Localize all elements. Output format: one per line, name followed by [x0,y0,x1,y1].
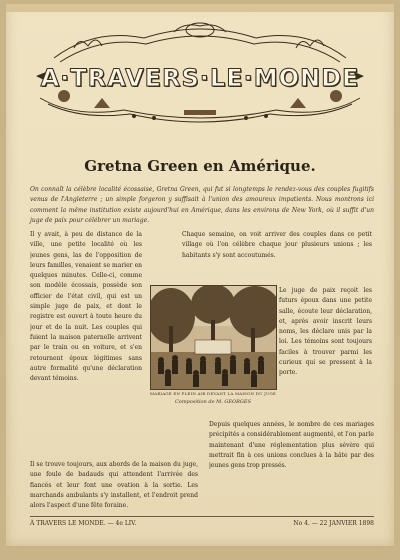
article-column-left: Il y avait, à peu de distance de la ville, une petite localité où les jeunes gens, las de l'opposition de leurs familles, venaient se marier en quelques minutes. Celle-ci, comme son modèle écossais, possède son officier de l'état civil, qui est un simple juge de paix, et dont le registre est ouvert à toute heure du jour et de la nuit. Les couples qui fuient la maison paternelle arrivent par le train ou en voiture, et s'en retournent époux légitimes sans autre formalité qu'une déclaration devant témoins. [30,231,142,383]
footer-left: À TRAVERS LE MONDE. — 4e LIV. [30,520,137,527]
article-title: Gretna Green en Amérique. [84,157,316,175]
page-top-band [6,4,394,12]
article-intro: On connaît la célèbre localité écossaise, Gretna Green, qui fut si longtemps le rendez-vous des couples fugitifs venus de l'Angleterre ; un simple forgeron y suffisait à l'union des amoureux impatients. Nous montrons ici comment la même institution existe aujourd'hui en Amérique, dans les environs de New York, où il suffit d'un juge de paix pour célébrer un mariage. [30,186,374,225]
masthead [34,18,366,130]
photo-scene [151,286,276,389]
footer-right: No 4. — 22 JANVIER 1898 [293,520,374,527]
figure-small-caption: MARIAGE EN PLEIN AIR DEVANT LA MAISON DU JUGE [149,391,277,396]
masthead-title: A·TRAVERS·LE·MONDE [40,64,360,92]
footer-rule [30,516,374,517]
article-column-right-narrow: Le juge de paix reçoit les futurs époux dans une petite salle, écoute leur déclaration, et, après avoir inscrit leurs noms, les déclare unis par la loi. Les témoins sont toujours faciles à trouver parmi les curieux qui se pressent à la porte. [279,287,372,377]
figure-caption: Composition de M. GEORGES [174,399,251,405]
article-photo [150,285,277,390]
article-column-bottom-left: Il se trouve toujours, aux abords de la maison du juge, une foule de badauds qui attendent l'arrivée des fiancés et leur font une ovation à la sortie. Les marchands ambulants s'y installent, et l'endroit prend alors l'aspect d'une fête foraine. [30,461,198,510]
article-column-bottom-right: Depuis quelques années, le nombre de ces mariages précipités a considérablement augmenté, et l'on parle maintenant d'une réglementation plus sévère qui mettrait fin à ces unions conclues à la hâte par des jeunes gens trop pressés. [209,421,374,470]
magazine-page [6,4,394,546]
article-column-right: Chaque semaine, on voit arriver des couples dans ce petit village où l'on célèbre chaque jour plusieurs unions ; les habitants s'y sont accoutumés. [182,231,372,259]
